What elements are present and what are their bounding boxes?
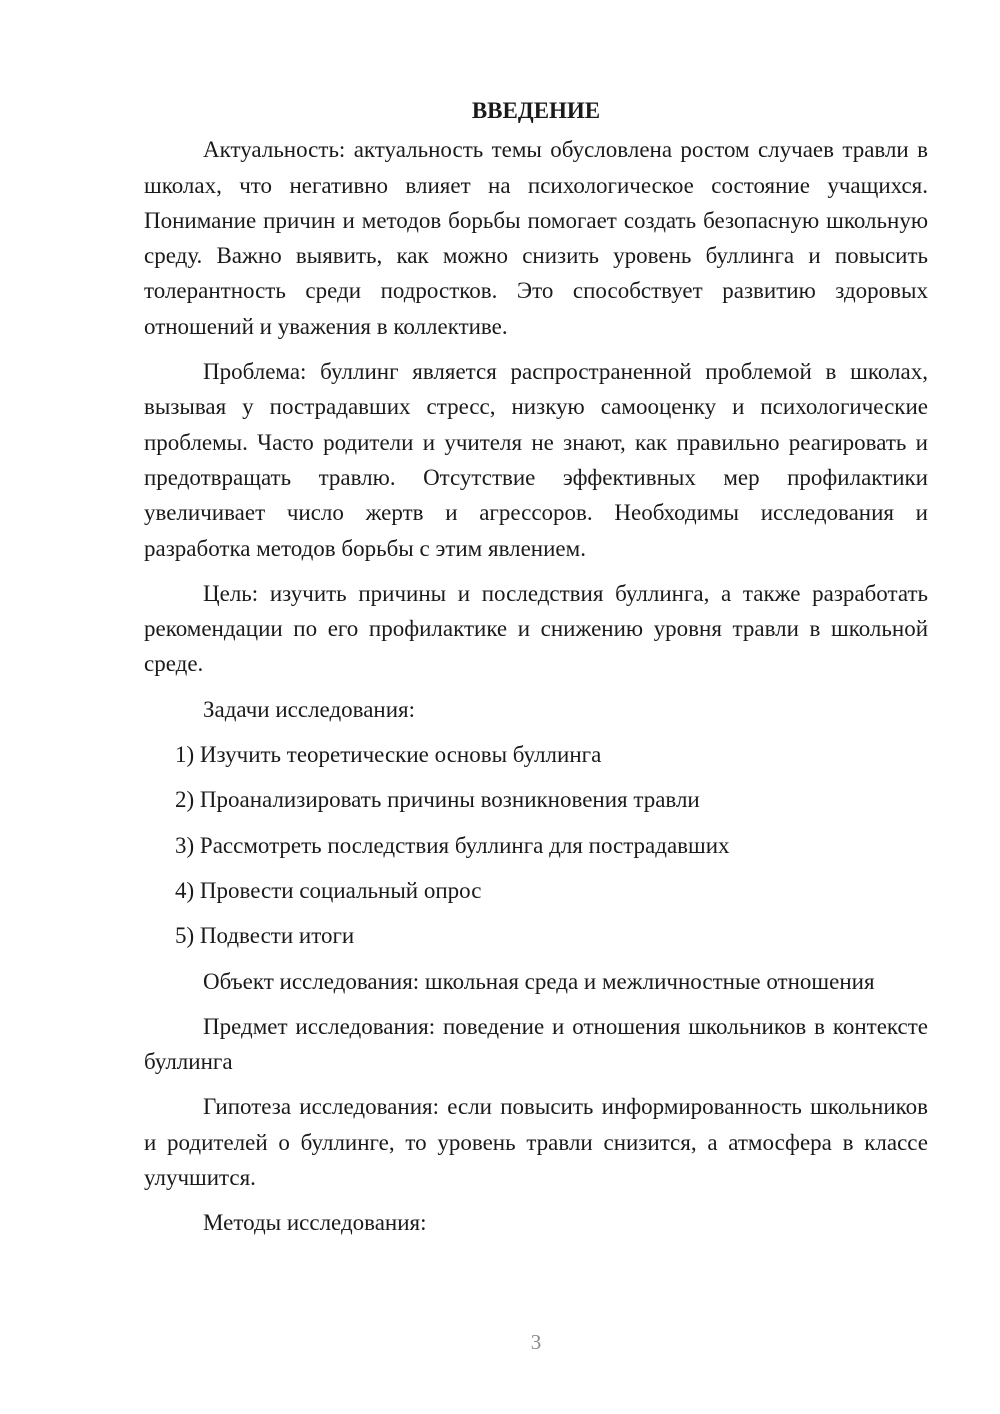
subject-paragraph: Предмет исследования: поведение и отношения школьников в контексте буллинга [144,1013,928,1075]
list-item: 2) Проанализировать причины возникновения травли [175,787,700,813]
methods-heading: Методы исследования: [203,1210,427,1236]
list-item: 4) Провести социальный опрос [175,877,482,903]
page-number: 3 [530,1330,542,1354]
page-content [144,93,928,1251]
tasks-list [144,737,928,953]
list-item: 3) Рассмотреть последствия буллинга для пострадавших [175,832,730,858]
problem-paragraph: Проблема: буллинг является распространенной проблемой в школах, вызывая у пострадавших стресс, низкую самооценку и психологические проблемы. Часто родители и учителя не знают, как правильно реагировать и предотвращать травлю. Отсутствие эффективных мер профилактики увеличивает число жертв и агрессоров. Необходимы исследования и разработка методов борьбы с этим явлением. [144,359,928,561]
hypothesis-paragraph: Гипотеза исследования: если повысить информированность школьников и родителей о буллинге, то уровень травли снизится, а атмосфера в классе улучшится. [144,1094,928,1191]
section-title: ВВЕДЕНИЕ [471,98,601,123]
list-item: 5) Подвести итоги [175,923,355,949]
relevance-paragraph: Актуальность: актуальность темы обусловлена ростом случаев травли в школах, что негативно влияет на психологическое состояние учащихся. Понимание причин и методов борьбы помогает создать безопасную школьную среду. Важно выявить, как можно снизить уровень буллинга и повысить толерантность среди подростков. Это способствует развитию здоровых отношений и уважения в коллективе. [144,137,928,339]
goal-paragraph: Цель: изучить причины и последствия буллинга, а также разработать рекомендации по его профилактике и снижению уровня травли в школьной среде. [144,580,928,677]
object-paragraph: Объект исследования: школьная среда и межличностные отношения [203,968,875,994]
tasks-heading: Задачи исследования: [203,696,416,722]
list-item: 1) Изучить теоретические основы буллинга [175,742,602,768]
